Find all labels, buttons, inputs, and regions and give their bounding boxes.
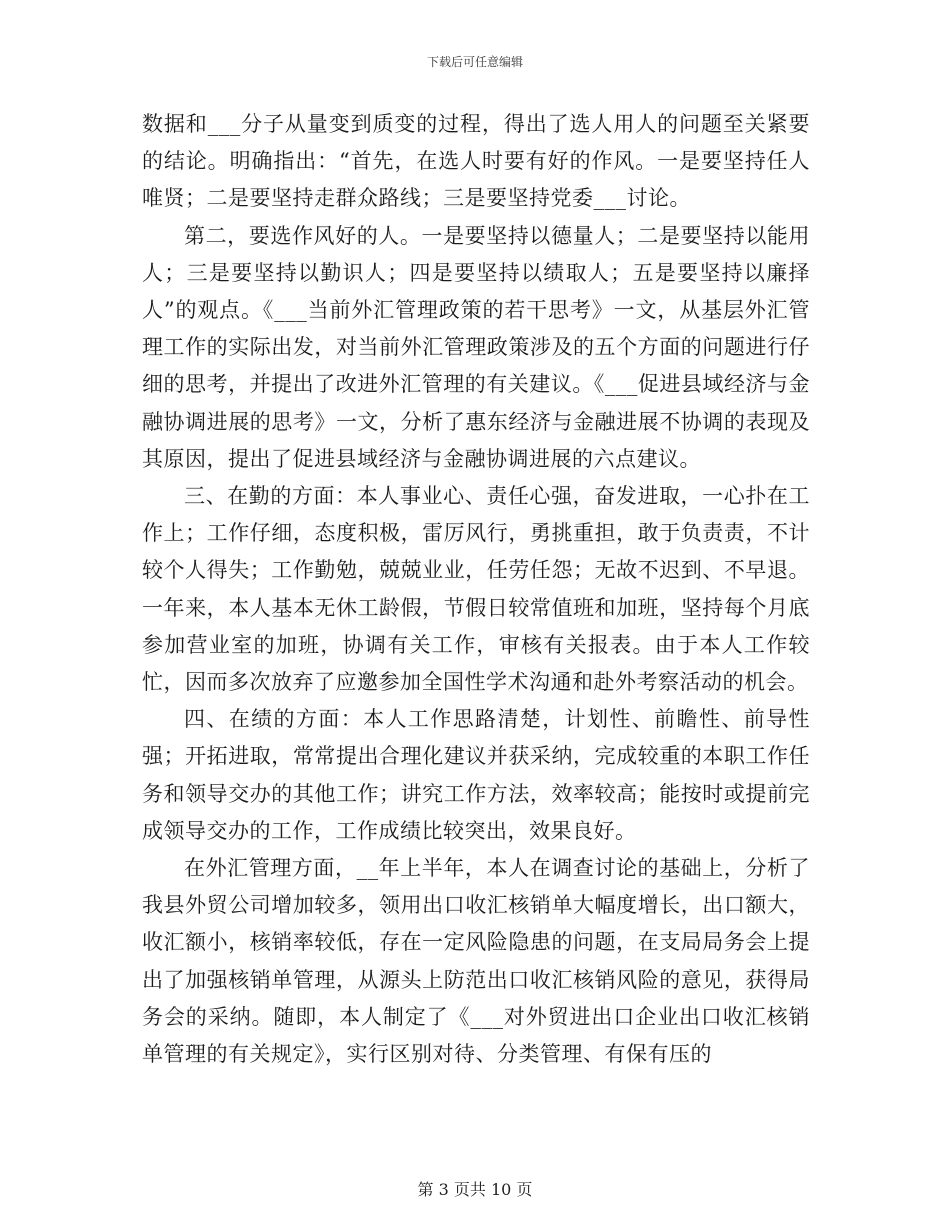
paragraph-5: 在外汇管理方面，__年上半年，本人在调查讨论的基础上，分析了我县外贸公司增加较多，领用出口收汇核销单大幅度增长，出口额大，收汇额小，核销率较低，存在一定风险隐患的问题，在支局局务会上提出了加强核销单管理，从源头上防范出口收汇核销风险的意见，获得局务会的采纳。随即，本人制定了《___对外贸进出口企业出口收汇核销单管理的有关规定》，实行区别对待、分类管理、有保有压的: [142, 856, 810, 1067]
header-note: 下载后可任意编辑: [426, 55, 523, 69]
paragraph-1: 数据和___分子从量变到质变的过程，得出了选人用人的问题至关紧要的结论。明确指出：“首先，在选人时要有好的作风。一是要坚持任人唯贤；二是要坚持走群众路线；三是要坚持党委___讨论。: [142, 112, 810, 211]
paragraph-3: 三、在勤的方面：本人事业心、责任心强，奋发进取，一心扑在工作上；工作仔细，态度积极，雷厉风行，勇挑重担，敢于负责责，不计较个人得失；工作勤勉，兢兢业业，任劳任怨；无故不迟到、不早退。一年来，本人基本无休工龄假，节假日较常值班和加班，坚持每个月底参加营业室的加班，协调有关工作，审核有关报表。由于本人工作较忙，因而多次放弃了应邀参加全国性学术沟通和赴外考察活动的机会。: [142, 484, 810, 695]
page-number: 第 3 页共 10 页: [417, 1180, 533, 1199]
paragraph-2: 第二，要选作风好的人。一是要坚持以德量人；二是要坚持以能用人；三是要坚持以勤识人；四是要坚持以绩取人；五是要坚持以廉择人”的观点。《___当前外汇管理政策的若干思考》一文，从基层外汇管理工作的实际出发，对当前外汇管理政策涉及的五个方面的问题进行仔细的思考，并提出了改进外汇管理的有关建议。《___促进县域经济与金融协调进展的思考》一文，分析了惠东经济与金融进展不协调的表现及其原因，提出了促进县域经济与金融协调进展的六点建议。: [142, 223, 810, 471]
paragraph-4: 四、在绩的方面：本人工作思路清楚，计划性、前瞻性、前导性强；开拓进取，常常提出合理化建议并获采纳，完成较重的本职工作任务和领导交办的其他工作；讲究工作方法，效率较高；能按时或提前完成领导交办的工作，工作成绩比较突出，效果良好。: [142, 707, 810, 843]
document-body: [142, 106, 810, 1073]
page-footer: [0, 1180, 950, 1200]
page-header: [0, 54, 950, 70]
